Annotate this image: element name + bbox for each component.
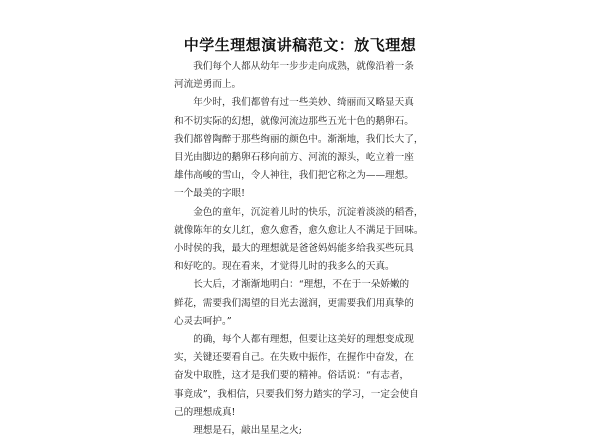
text-line: 理想是石，敲出星星之火;: [193, 425, 302, 437]
text-line: 我们都曾陶醉于那些绚丽的颜色中。渐渐地，我们长大了，: [174, 133, 424, 145]
text-line: 河流逆勇而上。: [174, 79, 242, 91]
text-line: 心灵去呵护。”: [174, 315, 232, 327]
text-line: 的确，每个人都有理想，但要让这美好的理想变成现: [193, 334, 414, 346]
text-line: 己的理想成真!: [174, 406, 236, 418]
text-line: 小时侯的我，最大的理想就是爸爸妈妈能多给我买些玩具: [174, 243, 414, 255]
text-line: 我们每个人都从幼年一步步走向成熟，就像沿着一条: [193, 61, 414, 72]
document-body: [174, 58, 424, 440]
text-line: 长大后，才渐渐地明白：“理想，不在于一朵娇嫩的: [193, 279, 410, 291]
text-line: 鲜花，需要我们渴望的目光去滋润，更需要我们用真挚的: [174, 297, 414, 309]
text-line: 年少时，我们都曾有过一些美妙、绮丽而又略显天真: [193, 97, 414, 109]
text-line: 一个最美的字眼!: [174, 188, 246, 200]
text-line: 实，关键还要看自己。在失败中振作，在握作中奋发，在: [174, 352, 414, 364]
paragraph: [174, 94, 424, 203]
text-line: 雄伟高峻的雪山，令人神往，我们把它称之为——理想。: [174, 170, 414, 182]
text-line: 奋发中取胜，这才是我们要的精神。俗话说：“有志者，: [174, 370, 410, 382]
paragraph: [174, 276, 414, 331]
text-line: 和不切实际的幻想，就像河流边那些五光十色的鹅卵石。: [174, 115, 414, 127]
paragraph: [174, 204, 424, 277]
document-title: 中学生理想演讲稿范文：放飞理想: [183, 36, 417, 54]
text-line: 和好吃的。现在看来，才觉得儿时的我多么的天真。: [174, 261, 395, 273]
text-line: 目光由脚边的鹅卵石移向前方、河流的源头，屹立着一座: [174, 152, 414, 164]
text-line: 事竟成”，我相信，只要我们努力踏实的学习，一定会使自: [174, 388, 419, 400]
text-line: 就像陈年的女儿红，愈久愈香，愈久愈让人不满足于回味。: [174, 224, 424, 236]
paragraph: [174, 422, 414, 440]
paragraph: [174, 331, 419, 422]
text-line: 金色的童年，沉淀着儿时的快乐，沉淀着淡淡的稻香，: [193, 206, 424, 218]
paragraph: [174, 58, 414, 94]
